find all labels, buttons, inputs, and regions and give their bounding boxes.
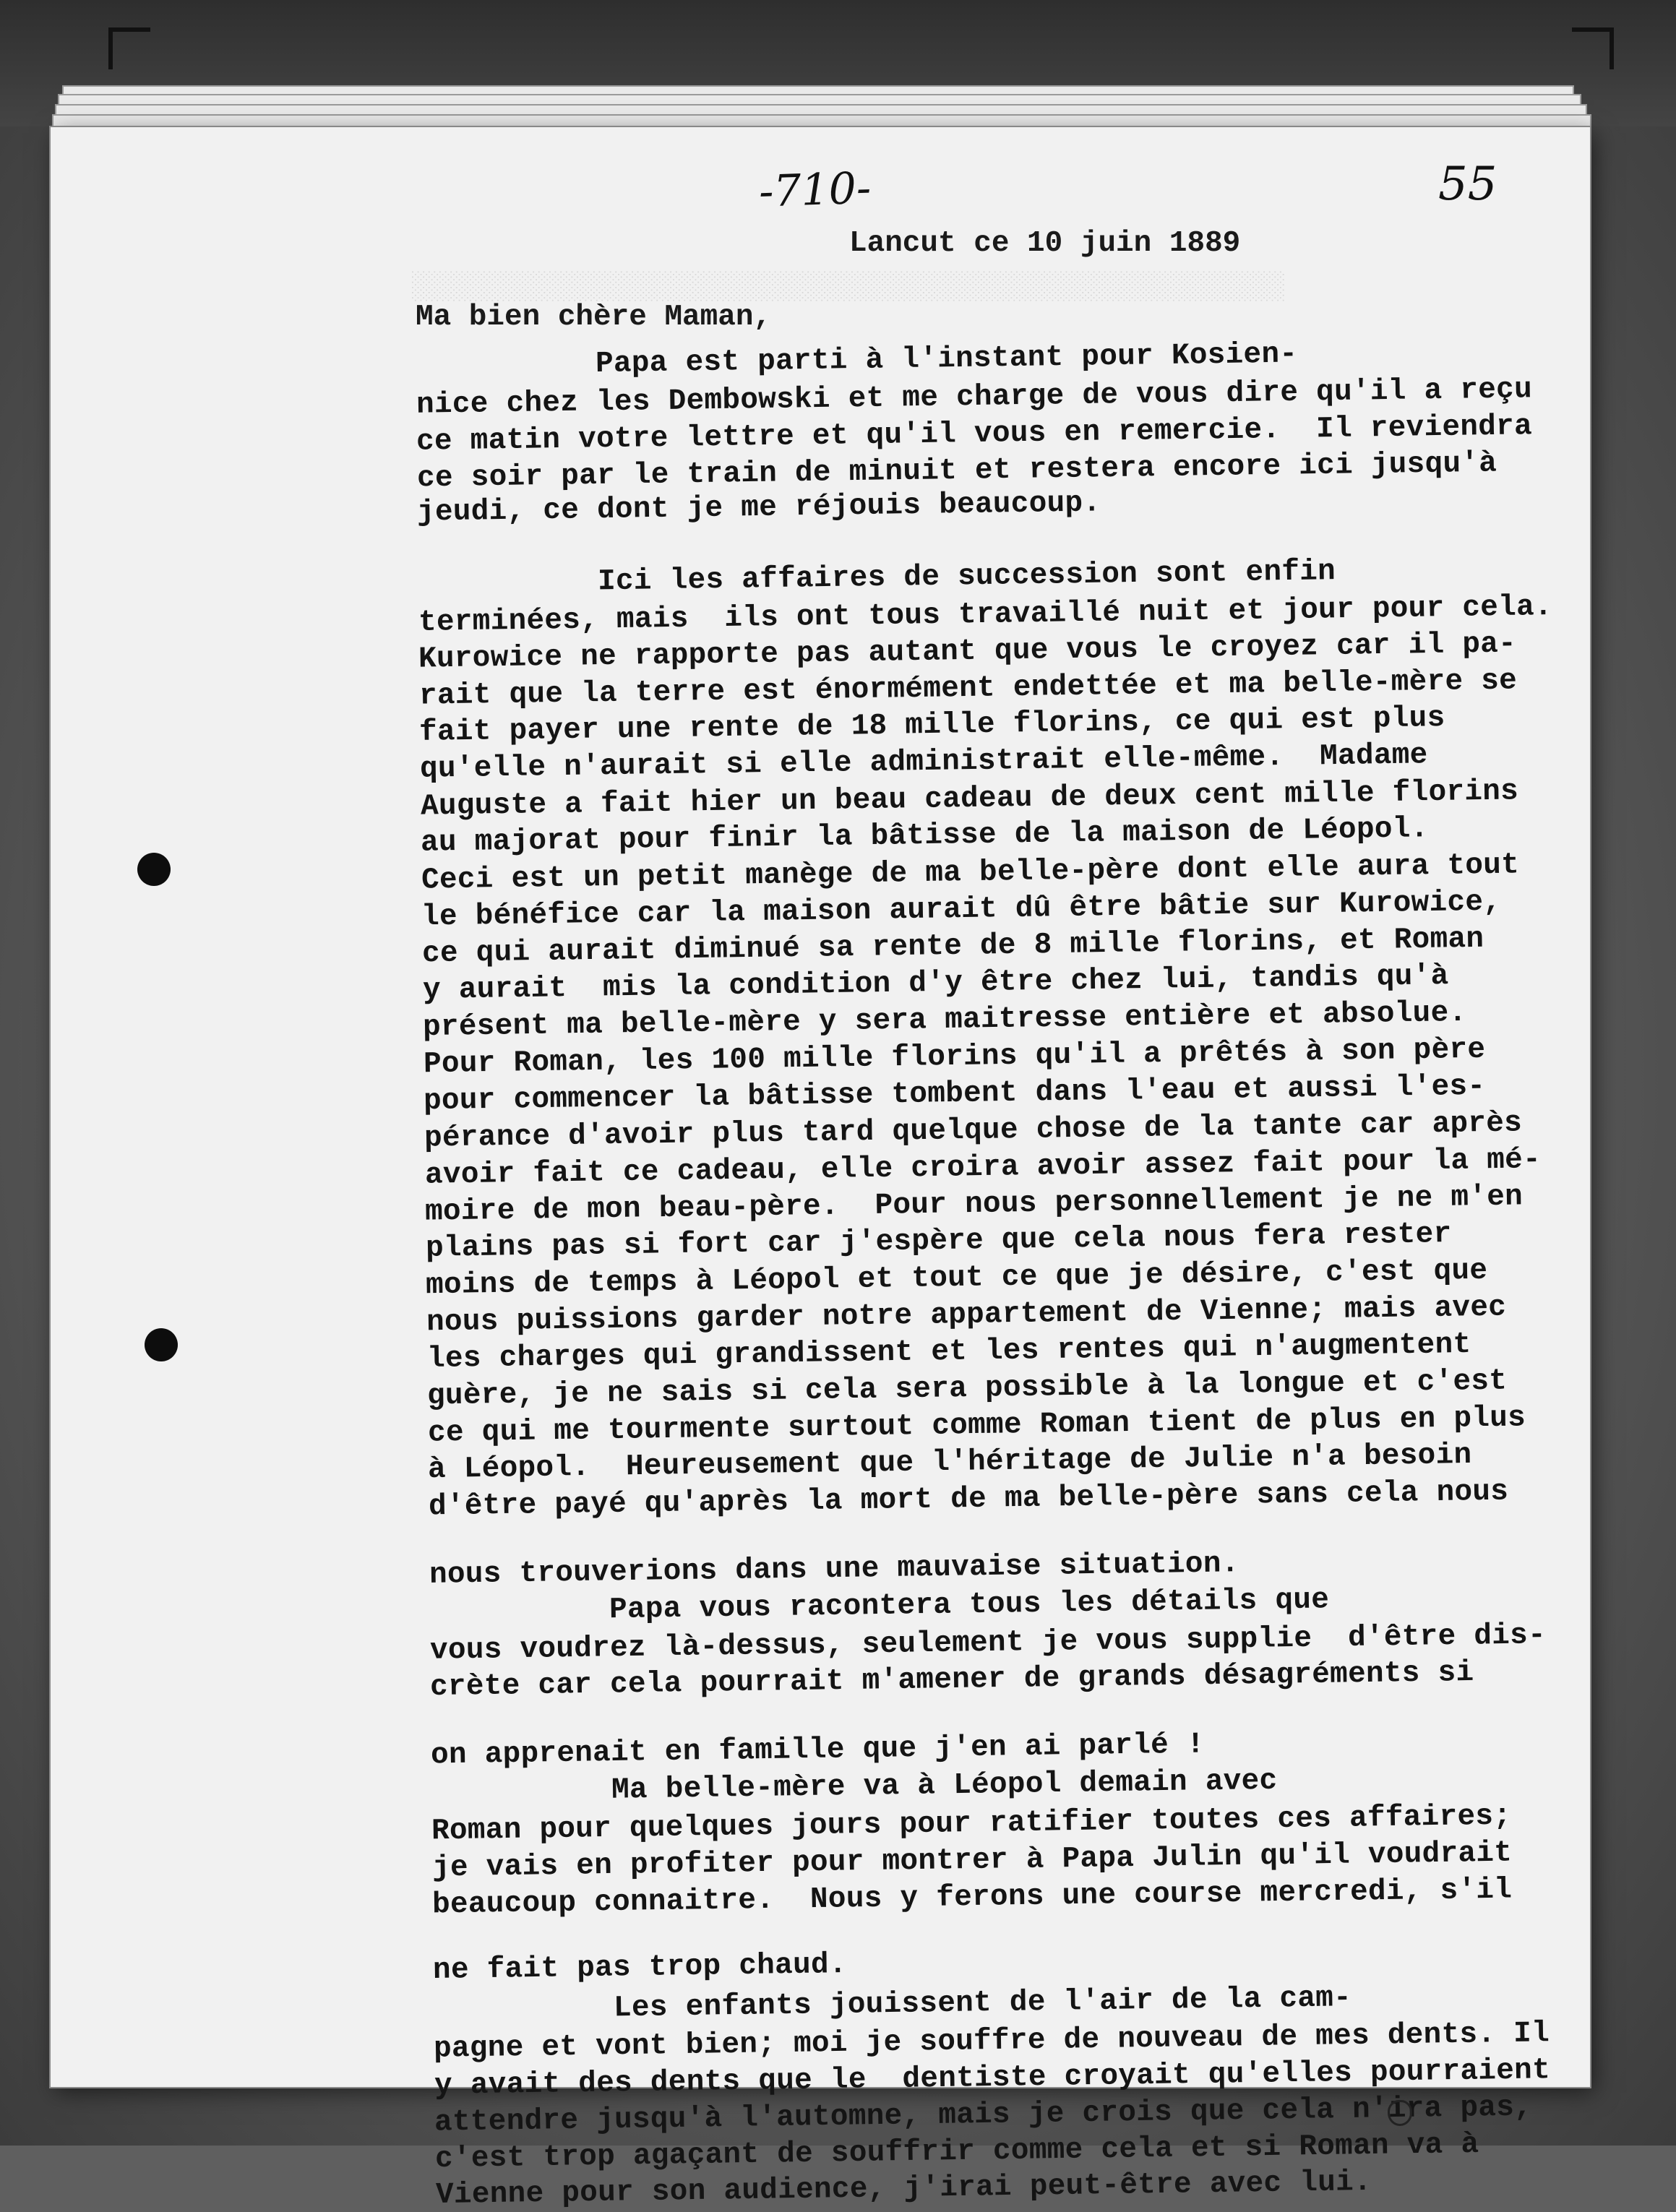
- letter-line: plains pas si fort car j'espère que cela nous fera rester: [425, 1218, 1452, 1265]
- letter-line: ce soir par le train de minuit et restera encore ici jusqu'à: [416, 447, 1497, 496]
- letter-line: les charges qui grandissent et les rentes qui n'augmentent: [426, 1327, 1471, 1377]
- letter-line: fait payer une rente de 18 mille florins, ce qui est plus: [419, 702, 1446, 749]
- letter-line: jeudi, ce dont je me réjouis beaucoup.: [417, 486, 1102, 530]
- crop-mark-right: [1572, 27, 1614, 69]
- letter-line: crète car cela pourrait m'amener de grands désagréments si: [430, 1656, 1475, 1705]
- crop-mark-left: [108, 27, 150, 69]
- letter-line: au majorat pour finir la bâtisse de la maison de Léopol.: [420, 812, 1430, 860]
- letter-line: Les enfants jouissent de l'air de la cam-: [433, 1981, 1351, 2028]
- letter-line: y aurait mis la condition d'y être chez lui, tandis qu'à: [422, 960, 1449, 1007]
- letter-page: [51, 127, 1590, 2212]
- letter-line: beaucoup connaitre. Nous y ferons une course mercredi, s'il: [432, 1873, 1513, 1922]
- letter-line: Ici les affaires de succession sont enfin: [417, 555, 1336, 601]
- letter-line: ce qui aurait diminué sa rente de 8 mille florins, et Roman: [421, 922, 1484, 971]
- letter-line: terminées, mais ils ont tous travaillé nuit et jour pour cela.: [418, 590, 1552, 640]
- letter-line: Ceci est un petit manège de ma belle-père dont elle aura tout: [421, 848, 1520, 898]
- letter-line: d'être payé qu'après la mort de ma belle-père sans cela nous: [428, 1475, 1509, 1524]
- letter-line: Papa est parti à l'instant pour Kosien-: [415, 337, 1298, 384]
- letter-line: le bénéfice car la maison aurait dû être bâtie sur Kurowice,: [421, 885, 1502, 934]
- letter-line: on apprenait en famille que j'en ai parlé !: [430, 1728, 1206, 1773]
- folio-mark: -710-: [757, 163, 872, 218]
- letter-line: Kurowice ne rapporte pas autant que vous le croyez car il pa-: [418, 627, 1517, 676]
- letter-line: moire de mon beau-père. Pour nous personnellement je ne m'en: [424, 1180, 1524, 1229]
- letter-line: guère, je ne sais si cela sera possible à la longue et c'est: [426, 1364, 1508, 1413]
- archive-mark: [1388, 2100, 1412, 2126]
- letter-line: c'est trop agaçant de souffrir comme cela et si Roman va à: [434, 2127, 1479, 2177]
- page-number: 55: [1438, 158, 1497, 211]
- letter-line: présent ma belle-mère y sera maitresse entière et absolue.: [422, 996, 1467, 1045]
- letter-line: qu'elle n'aurait si elle administrait elle-même. Madame: [419, 739, 1428, 786]
- letter-line: vous voudrez là-dessus, seulement je vous supplie d'être dis-: [429, 1619, 1547, 1668]
- letter-line: Roman pour quelques jours pour ratifier toutes ces affaires;: [431, 1799, 1512, 1849]
- salutation: Ma bien chère Maman,: [416, 301, 772, 334]
- letter-line: attendre jusqu'à l'automne, mais je crois que cela n'ira pas,: [434, 2091, 1533, 2140]
- letter-line: rait que la terre est énormément endettée et ma belle-mère se: [418, 664, 1518, 713]
- letter-line: à Léopol. Heureusement que l'héritage de Julie n'a besoin: [428, 1438, 1473, 1487]
- letter-line: y avait des dents que le dentiste croyait qu'elles pourraient: [434, 2054, 1551, 2103]
- letter-line: nous puissions garder notre appartement de Vienne; mais avec: [426, 1291, 1507, 1340]
- bleed-through-text: ░░░░░░░░░░░░░░░░░░░░░░░░░░░░░░░░░░░░░░░░░░░░░░░░░░░░░: [412, 272, 1286, 303]
- letter-line: nous trouverions dans une mauvaise situation.: [429, 1547, 1239, 1592]
- date-line: Lancut ce 10 juin 1889: [849, 227, 1241, 260]
- letter-line: avoir fait ce cadeau, elle croira avoir assez fait pour la mé-: [424, 1143, 1541, 1192]
- letter-line: je vais en profiter pour montrer à Papa Julin qu'il voudrait: [431, 1836, 1513, 1885]
- letter-line: Auguste a fait hier un beau cadeau de deux cent mille florins: [420, 775, 1518, 824]
- punch-hole: [137, 853, 171, 886]
- letter-line: Papa vous racontera tous les détails que: [429, 1583, 1330, 1630]
- letter-line: pour commencer la bâtisse tombent dans l'eau et aussi l'es-: [424, 1070, 1486, 1119]
- letter-line: ce qui me tourmente surtout comme Roman tient de plus en plus: [427, 1401, 1526, 1450]
- letter-line: Ma belle-mère va à Léopol demain avec: [431, 1764, 1278, 1810]
- letter-line: nice chez les Dembowski et me charge de vous dire qu'il a reçu: [416, 373, 1532, 422]
- letter-line: Vienne pour son audience, j'irai peut-être avec lui.: [435, 2165, 1372, 2212]
- letter-line: Pour Roman, les 100 mille florins qu'il a prêtés à son père: [423, 1033, 1486, 1082]
- punch-hole: [145, 1328, 178, 1361]
- letter-line: pagne et vont bien; moi je souffre de nouveau de mes dents. Il: [433, 2017, 1550, 2066]
- letter-line: ce matin votre lettre et qu'il vous en remercie. Il reviendra: [416, 410, 1533, 459]
- letter-line: moins de temps à Léopol et tout ce que je désire, c'est que: [426, 1254, 1488, 1303]
- letter-line: pérance d'avoir plus tard quelque chose de la tante car après: [424, 1106, 1523, 1156]
- letter-line: ne fait pas trop chaud.: [432, 1948, 848, 1987]
